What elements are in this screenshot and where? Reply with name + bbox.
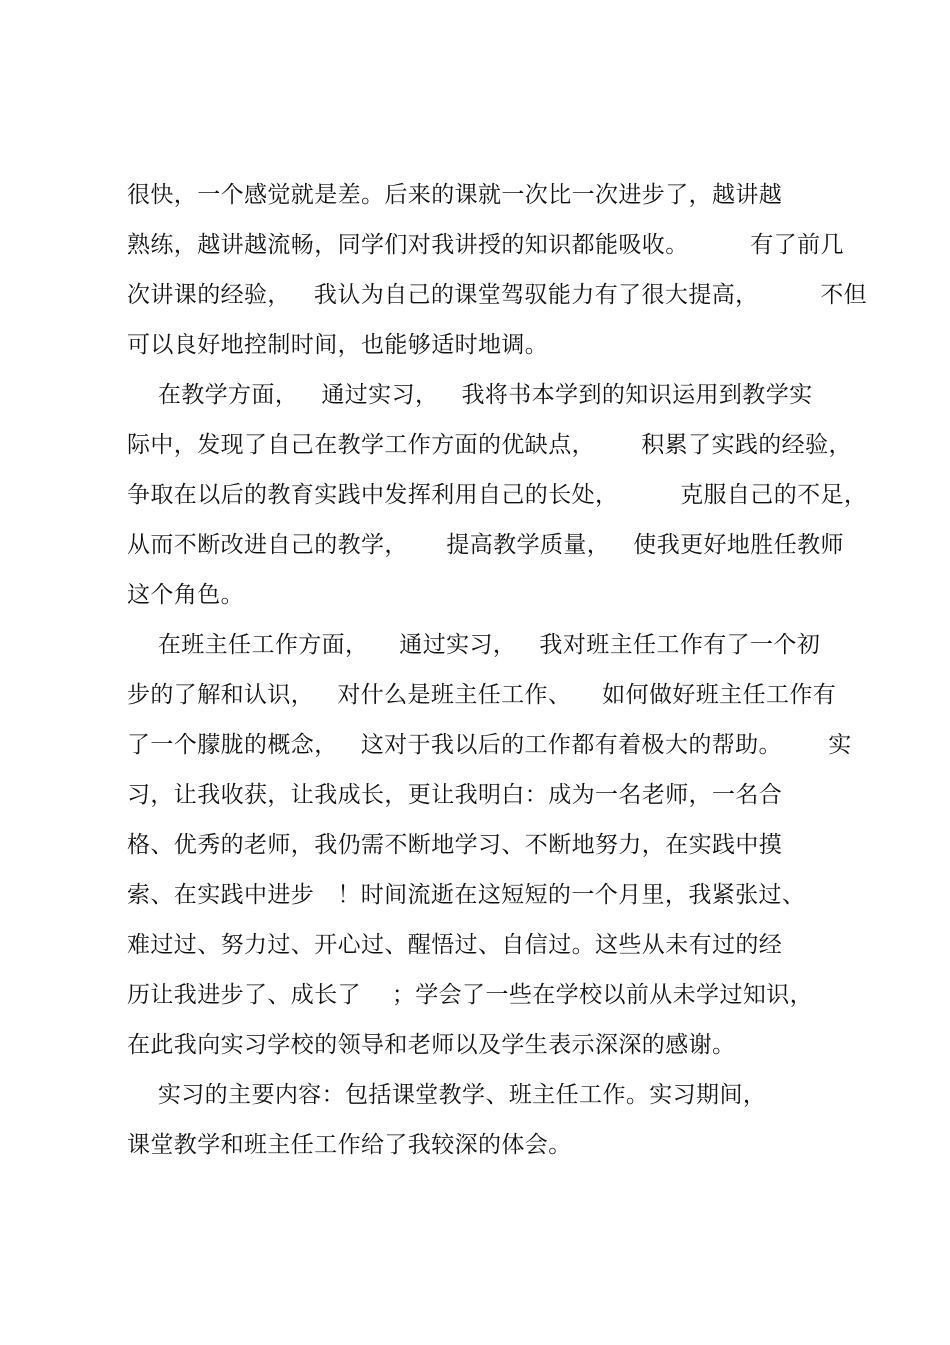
text-line: 步的了解和认识， 对什么是班主任工作、 如何做好班主任工作有 [127, 682, 837, 708]
text-line: 可以良好地控制时间，也能够适时地调。 [127, 332, 549, 358]
text-line: 很快，一个感觉就是差。后来的课就一次比一次进步了，越讲越 [127, 182, 783, 208]
text-line: 在教学方面， 通过实习， 我将书本学到的知识运用到教学实 [127, 382, 813, 408]
text-line: 历让我进步了、成长了 ；学会了一些在学校以前从未学过知识， [127, 982, 814, 1008]
text-line: 这个角色。 [127, 582, 244, 608]
text-line: 熟练，越讲越流畅，同学们对我讲授的知识都能吸收。 有了前几 [127, 232, 844, 258]
text-line: 次讲课的经验， 我认为自己的课堂驾驭能力有了很大提高， 不但 [127, 282, 868, 308]
text-line: 了一个朦胧的概念， 这对于我以后的工作都有着极大的帮助。 实 [127, 732, 852, 758]
text-line: 际中，发现了自己在教学工作方面的优缺点， 积累了实践的经验， [127, 432, 852, 458]
text-line: 格、优秀的老师，我仍需不断地学习、不断地努力，在实践中摸 [127, 832, 783, 858]
text-line: 索、在实践中进步 ！时间流逝在这短短的一个月里，我紧张过、 [127, 882, 806, 908]
text-line: 实习的主要内容：包括课堂教学、班主任工作。实习期间， [127, 1082, 767, 1108]
text-line: 在此我向实习学校的领导和老师以及学生表示深深的感谢。 [127, 1032, 736, 1058]
text-line: 从而不断改进自己的教学， 提高教学质量， 使我更好地胜任教师 [127, 532, 844, 558]
text-line: 课堂教学和班主任工作给了我较深的体会。 [127, 1132, 572, 1158]
text-line: 难过过、努力过、开心过、醒悟过、自信过。这些从未有过的经 [127, 932, 783, 958]
text-line: 争取在以后的教育实践中发挥利用自己的长处， 克服自己的不足， [127, 482, 868, 508]
text-line: 习，让我收获，让我成长，更让我明白：成为一名老师，一名合 [127, 782, 783, 808]
text-line: 在班主任工作方面， 通过实习， 我对班主任工作有了一个初 [127, 632, 821, 658]
